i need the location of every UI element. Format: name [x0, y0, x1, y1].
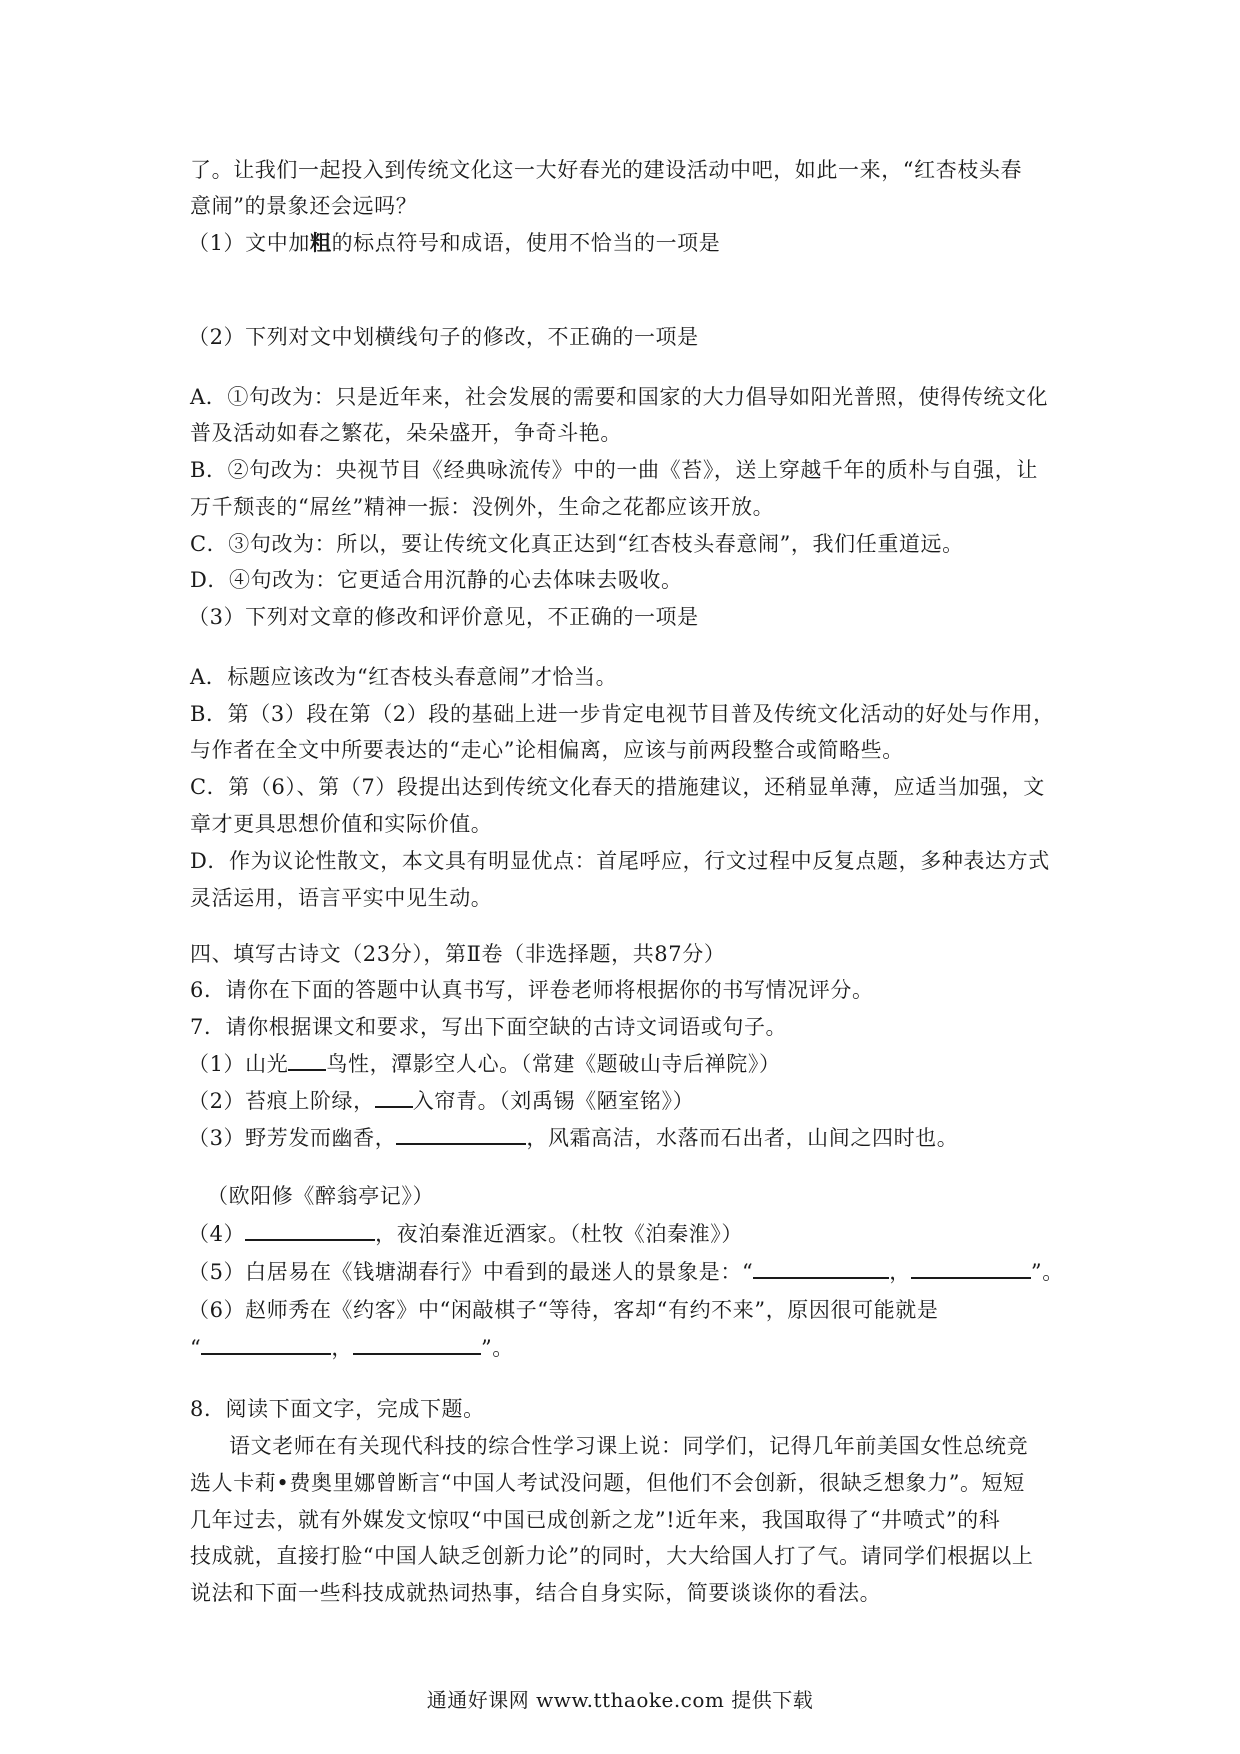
q7-item-3-suffix: ，风霜高洁，水落而石出者，山间之四时也。 — [526, 1126, 959, 1150]
q2-option-d: D．④句改为：它更适合用沉静的心去体味去吸收。 — [190, 568, 683, 592]
q7-item-2-prefix: （2）苔痕上阶绿， — [188, 1089, 375, 1113]
answer-blank[interactable] — [353, 1335, 481, 1355]
question-6: 6．请你在下面的答题中认真书写，评卷老师将根据你的书写情况评分。 — [190, 978, 874, 1002]
question-7-stem: 7．请你根据课文和要求，写出下面空缺的古诗文词语或句子。 — [190, 1015, 788, 1039]
q7-item-5-comma: ， — [889, 1260, 911, 1284]
answer-blank[interactable] — [375, 1088, 413, 1108]
q8-passage-line-3: 几年过去，就有外媒发文惊叹“中国已成创新之龙”!近年来，我国取得了“井喷式”的科 — [190, 1508, 1001, 1532]
q8-passage-line-4: 技成就，直接打脸“中国人缺乏创新力论”的同时，大大给国人打了气。请同学们根据以上 — [190, 1544, 1034, 1568]
q7-item-6-line-1: （6）赵师秀在《约客》中“闲敲棋子“等待，客却“有约不来”，原因很可能就是 — [188, 1298, 939, 1322]
section-4-title: 四、填写古诗文（23分），第Ⅱ卷（非选择题，共87分） — [190, 942, 726, 966]
answer-blank[interactable] — [396, 1125, 526, 1145]
q2-option-a-line-1: A．①句改为：只是近年来，社会发展的需要和国家的大力倡导如阳光普照，使得传统文化 — [190, 385, 1049, 409]
q3-option-a: A．标题应该改为“红杏枝头春意闹”才恰当。 — [190, 665, 618, 689]
q2-option-a-line-2: 普及活动如春之繁花，朵朵盛开，争奇斗艳。 — [190, 421, 622, 445]
q3-option-d-line-1: D．作为议论性散文，本文具有明显优点：首尾呼应，行文过程中反复点题，多种表达方式 — [190, 849, 1050, 873]
q1-suffix: 的标点符号和成语，使用不恰当的一项是 — [331, 231, 721, 255]
q8-passage-line-1: 语文老师在有关现代科技的综合性学习课上说：同学们，记得几年前美国女性总统竞 — [229, 1434, 1029, 1458]
q2-option-c: C．③句改为：所以，要让传统文化真正达到“红杏枝头春意闹”，我们任重道远。 — [190, 532, 964, 556]
q7-item-2 — [188, 1086, 694, 1116]
q2-option-b-line-2: 万千颓丧的“屌丝”精神一振：没例外，生命之花都应该开放。 — [190, 495, 775, 519]
q7-item-6-open: “ — [190, 1336, 202, 1360]
q7-item-3-source: （欧阳修《醉翁亭记》） — [207, 1184, 435, 1208]
answer-blank[interactable] — [288, 1051, 326, 1071]
q7-item-3-prefix: （3）野芳发而幽香， — [188, 1126, 397, 1150]
q8-passage-line-2: 选人卡莉•费奥里娜曾断言“中国人考试没问题，但他们不会创新，很缺乏想象力”。短短 — [190, 1471, 1025, 1495]
answer-blank[interactable] — [201, 1335, 331, 1355]
intro-line-1: 了。让我们一起投入到传统文化这一大好春光的建设活动中吧，如此一来，“红杏枝头春 — [190, 158, 1023, 182]
q3-option-d-line-2: 灵活运用，语言平实中见生动。 — [190, 886, 493, 910]
q7-item-1 — [188, 1049, 781, 1079]
q3-option-b-line-1: B．第（3）段在第（2）段的基础上进一步肯定电视节目普及传统文化活动的好处与作用， — [190, 702, 1055, 726]
q7-item-5 — [188, 1257, 1064, 1287]
q7-item-4-prefix: （4） — [188, 1222, 246, 1246]
q7-item-4 — [188, 1219, 743, 1249]
q7-item-4-suffix: ，夜泊秦淮近酒家。（杜牧《泊秦淮》） — [375, 1222, 743, 1246]
page-footer: 通通好课网 www.tthaoke.com 提供下载 — [426, 1688, 814, 1712]
q8-passage-line-5: 说法和下面一些科技成就热词热事，结合自身实际，简要谈谈你的看法。 — [190, 1581, 882, 1605]
q7-item-6-close: ”。 — [480, 1336, 514, 1360]
q2-option-b-line-1: B．②句改为：央视节目《经典咏流传》中的一曲《苔》，送上穿越千年的质朴与自强，让 — [190, 458, 1038, 482]
q7-item-5-close: ”。 — [1030, 1260, 1064, 1284]
question-3-stem: （3）下列对文章的修改和评价意见，不正确的一项是 — [188, 605, 699, 629]
question-2-stem: （2）下列对文中划横线句子的修改，不正确的一项是 — [188, 325, 699, 349]
q7-item-1-prefix: （1）山光 — [188, 1052, 289, 1076]
answer-blank[interactable] — [753, 1259, 889, 1279]
q7-item-1-suffix: 鸟性，潭影空人心。（常建《题破山寺后禅院》） — [326, 1052, 781, 1076]
q7-item-6-comma: ， — [331, 1336, 353, 1360]
intro-line-2: 意闹”的景象还会远吗？ — [190, 194, 418, 218]
q3-option-b-line-2: 与作者在全文中所要表达的“走心”论相偏离，应该与前两段整合或简略些。 — [190, 738, 904, 762]
q3-option-c-line-2: 章才更具思想价值和实际价值。 — [190, 812, 493, 836]
q1-bold-char: 粗 — [309, 230, 332, 255]
answer-blank[interactable] — [245, 1221, 375, 1241]
q7-item-2-suffix: 入帘青。（刘禹锡《陋室铭》） — [412, 1089, 695, 1113]
q7-item-5-prefix: （5）白居易在《钱塘湖春行》中看到的最迷人的景象是：“ — [188, 1260, 754, 1284]
q3-option-c-line-1: C．第（6）、第（7）段提出达到传统文化春天的措施建议，还稍显单薄，应适当加强，文 — [190, 775, 1045, 799]
q7-item-6-line-2 — [190, 1333, 514, 1363]
question-1-stem — [188, 228, 720, 258]
q1-prefix: （1）文中加 — [188, 231, 310, 255]
q7-item-3 — [188, 1123, 958, 1153]
answer-blank[interactable] — [911, 1259, 1031, 1279]
question-8-stem: 8．阅读下面文字，完成下题。 — [190, 1397, 485, 1421]
